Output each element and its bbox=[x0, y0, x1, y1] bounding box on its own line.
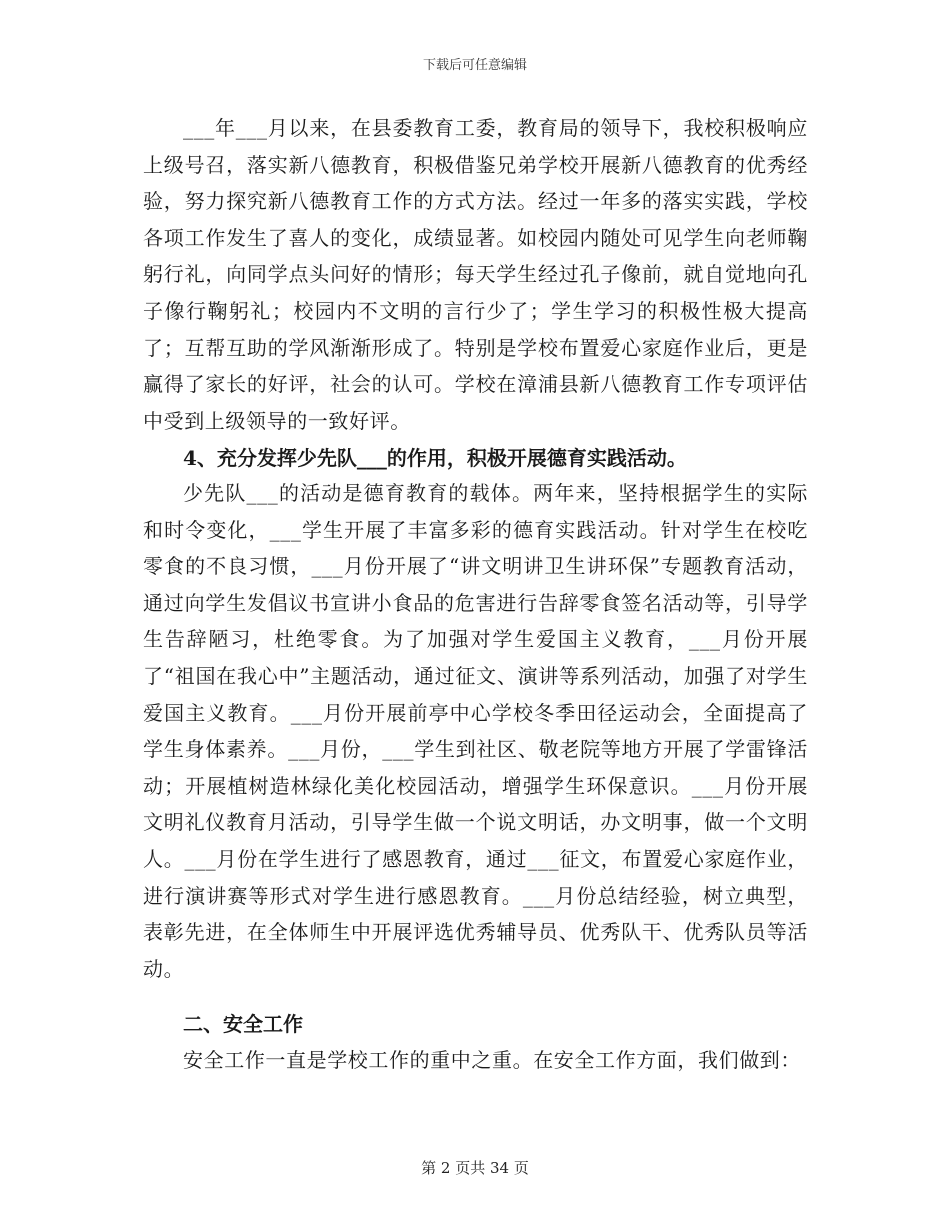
page-header: 下载后可任意编辑 bbox=[422, 58, 527, 73]
page-footer: 第 2 页共 34 页 bbox=[421, 1159, 529, 1177]
paragraph-safety-work: 安全工作一直是学校工作的重中之重。在安全工作方面，我们做到： bbox=[183, 1048, 801, 1072]
paragraph-morality-education: ___年___月以来，在县委教育工委，教育局的领导下，我校积极响应上级号召，落实新八德教育，积极借鉴兄弟学校开展新八德教育的优秀经验，努力探究新八德教育工作的方式方法。经过一年多的落实实践，学校各项工作发生了喜人的变化，成绩显著。如校园内随处可见学生向老师鞠躬行礼，向同学点头问好的情形；每天学生经过孔子像前，就自觉地向孔子像行鞠躬礼；校园内不文明的言行少了；学生学习的积极性极大提高了；互帮互助的学风渐渐形成了。特别是学校布置爱心家庭作业后，更是赢得了家长的好评，社会的认可。学校在漳浦县新八德教育工作专项评估中受到上级领导的一致好评。 bbox=[143, 116, 808, 433]
document-body bbox=[143, 110, 808, 1079]
section-heading-young-pioneers: 4、充分发挥少先队___的作用，积极开展德育实践活动。 bbox=[183, 446, 687, 470]
section-heading-safety: 二、安全工作 bbox=[183, 1012, 303, 1036]
paragraph-young-pioneers-activities: 少先队___的活动是德育教育的载体。两年来，坚持根据学生的实际和时令变化，___学生开展了丰富多彩的德育实践活动。针对学生在校吃零食的不良习惯，___月份开展了“讲文明讲卫生讲环保”专题教育活动，通过向学生发倡议书宣讲小食品的危害进行告辞零食签名活动等，引导学生告辞陋习，杜绝零食。为了加强对学生爱国主义教育，___月份开展了“祖国在我心中”主题活动，通过征文、演讲等系列活动，加强了对学生爱国主义教育。___月份开展前亭中心学校冬季田径运动会，全面提高了学生身体素养。___月份，___学生到社区、敬老院等地方开展了学雷锋活动；开展植树造林绿化美化校园活动，增强学生环保意识。___月份开展文明礼仪教育月活动，引导学生做一个说文明话，办文明事，做一个文明人。___月份在学生进行了感恩教育，通过___征文，布置爱心家庭作业，进行演讲赛等形式对学生进行感恩教育。___月份总结经验，树立典型，表彰先进，在全体师生中开展评选优秀辅导员、优秀队干、优秀队员等活动。 bbox=[143, 481, 808, 981]
